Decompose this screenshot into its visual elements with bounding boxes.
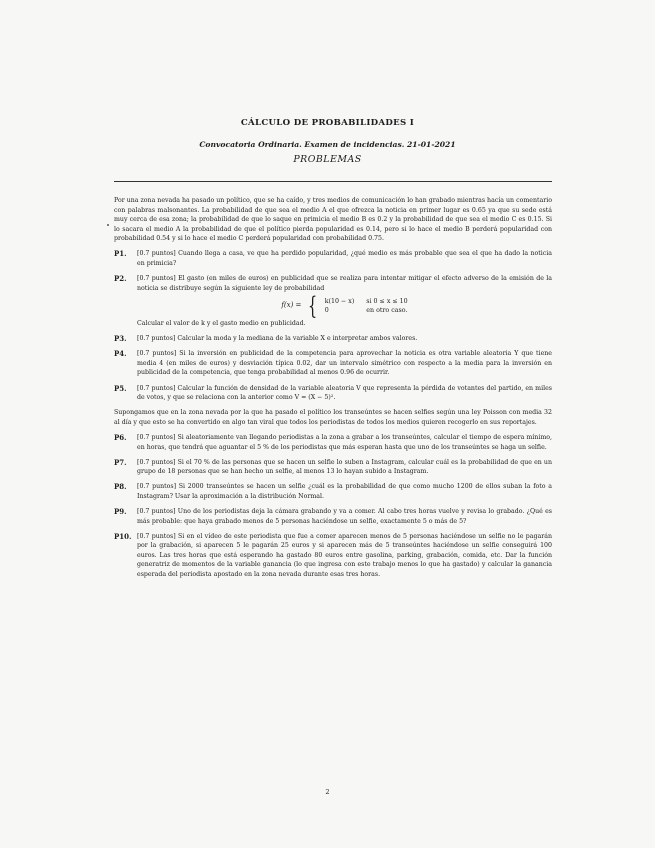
problem-text: [0.7 puntos] El gasto (en miles de euros) en publicidad que se realiza para intentar mitigar el efecto adverso de la emisión de la noticia se distribuye según la siguiente ley de probabilidad (137, 275, 552, 292)
problem-text: [0.7 puntos] Si el 70 % de las personas que se hacen un selfie lo suben a Instagram, calcular cuál es la probabilidad de que en un grupo de 18 personas que se han hecho un selfie, al menos 13 lo hayan subido a Instagram. (137, 458, 552, 476)
problem-text: [0.7 puntos] Si aleatoriamente van llegando periodistas a la zona a grabar a los transeúntes, calcular el tiempo de espera mínimo, en horas, que tendrá que aguantar el 5 % de los periodistas que más esperan hasta que uno de los transeúntes se haga un selfie. (137, 434, 552, 451)
formula-lhs: f(x) = (281, 301, 302, 310)
problem-p6 (114, 433, 552, 452)
problem-text: [0.7 puntos] Calcular la función de densidad de la variable aleatoria V que representa la pérdida de votantes del partido, en miles de votos, y que se relaciona con la anterior como V = (X − 5)². (137, 384, 552, 402)
problem-followup: Calcular el valor de k y el gasto medio en publicidad. (137, 320, 306, 328)
problem-text: [0.7 puntos] Calcular la moda y la mediana de la variable X e interpretar ambos valores. (137, 335, 418, 343)
case1-expr: k(10 − x) (324, 297, 355, 305)
problem-label: P6. (114, 433, 127, 442)
problem-p2 (114, 274, 552, 329)
problem-p5 (114, 384, 552, 403)
problem-label: P4. (114, 349, 127, 359)
problem-text: [0.7 puntos] Si en el vídeo de este periodista que fue a comer aparecen menos de 5 personas haciéndose un selfie no le pagarán por la grabación, si aparecen 5 le pagarán 25 euros y si aparecen más de 5 transeúntes haciéndose un selfie conseguirá 100 euros. Las tres horas que está esperando ha gastado 80 euros entre gasolina, parking, grabación, comida, etc. Dar la función generatriz de momentos de la variable ganancia (lo que ingresa con este trabajo menos lo que ha gastado) y calcular la ganancia esperada del periodista apostado en la zona nevada durante esas tres horas. (137, 532, 552, 578)
problem-text: [0.7 puntos] Si 2000 transeúntes se hacen un selfie ¿cuál es la probabilidad de que como mucho 1200 de ellos suban la foto a Instagram? Usar la aproximación a la distribución Normal. (137, 483, 552, 500)
case2-expr: 0 (324, 306, 329, 314)
problem-label: P10. (114, 531, 132, 541)
problem-text: [0.7 puntos] Cuando llega a casa, ve que ha perdido popularidad, ¿qué medio es más probable que sea el que ha dado la noticia en primicia? (137, 250, 552, 267)
problem-label: P7. (114, 457, 127, 467)
intro-paragraph: Por una zona nevada ha pasado un político, que se ha caído, y tres medios de comunicación lo han grabado mientras hacía un comentario con palabras malsonantes. La probabilidad de que sea el medio A el que ofrezca la noticia en primer lugar es 0.65 ya que su sede está muy cerca de esa zona; la probabilidad de que lo saque en primicia el medio B es 0.2 y la probabilidad de que sea el medio C es 0.15. Si lo sacara el medio A la probabilidad de que el político pierda popularidad es 0.14, pero si lo hace el medio B perderá popularidad con probabilidad 0.54 y si lo hace el medio C perderá popularidad con probabilidad 0.75. (114, 197, 552, 243)
problem-p7 (114, 458, 552, 477)
problem-label: P2. (114, 274, 127, 284)
problem-text: [0.7 puntos] Si la inversión en publicidad de la competencia para aprovechar la noticia es otra variable aleatoria Y que tiene media 4 (en miles de euros) y desviación típica 0.02, dar un intervalo simétrico con respecto a la media para la inversión en publicidad de la competencia, que tenga probabilidad al menos 0.96 de ocurrir. (137, 350, 552, 377)
section-heading: PROBLEMAS (293, 154, 362, 165)
problem-p4 (114, 349, 552, 378)
problem-label: P9. (114, 507, 127, 517)
problem-label: P1. (114, 249, 127, 259)
brace-icon: { (308, 292, 318, 321)
problem-p1 (114, 249, 552, 268)
problem-p10 (114, 532, 552, 580)
problem-label: P3. (114, 334, 127, 344)
scan-speck (107, 224, 109, 226)
problem-p3 (114, 334, 552, 344)
problem-label: P5. (114, 383, 127, 393)
page-number: 2 (325, 788, 330, 796)
exam-title: CÁLCULO DE PROBABILIDADES I (240, 118, 415, 128)
density-formula (137, 292, 552, 321)
exam-subtitle: Convocatoria Ordinaria. Examen de incidencias. 21-01-2021 (199, 140, 456, 149)
problem-text: [0.7 puntos] Uno de los periodistas deja la cámara grabando y va a comer. Al cabo tres horas vuelve y revisa lo grabado. ¿Qué es más probable: que haya grabado menos de 5 personas haciéndose un selfie, exactamente 5 o más de 5? (137, 508, 552, 525)
problem-p8 (114, 482, 552, 501)
second-context-paragraph: Supongamos que en la zona nevada por la que ha pasado el político los transeúntes se hacen selfies según una ley Poisson con media 32 al día y que esto se ha convertido en algo tan viral que todos los periodistas de todos los medios quieren recogerlo en sus reportajes. (114, 409, 552, 426)
problem-p9 (114, 507, 552, 526)
formula-cases (325, 298, 408, 315)
exam-content (114, 196, 552, 585)
header-rule (114, 181, 552, 182)
case2-cond: en otro caso. (366, 306, 408, 314)
case1-cond: si 0 ≤ x ≤ 10 (366, 297, 408, 305)
problem-label: P8. (114, 482, 127, 492)
